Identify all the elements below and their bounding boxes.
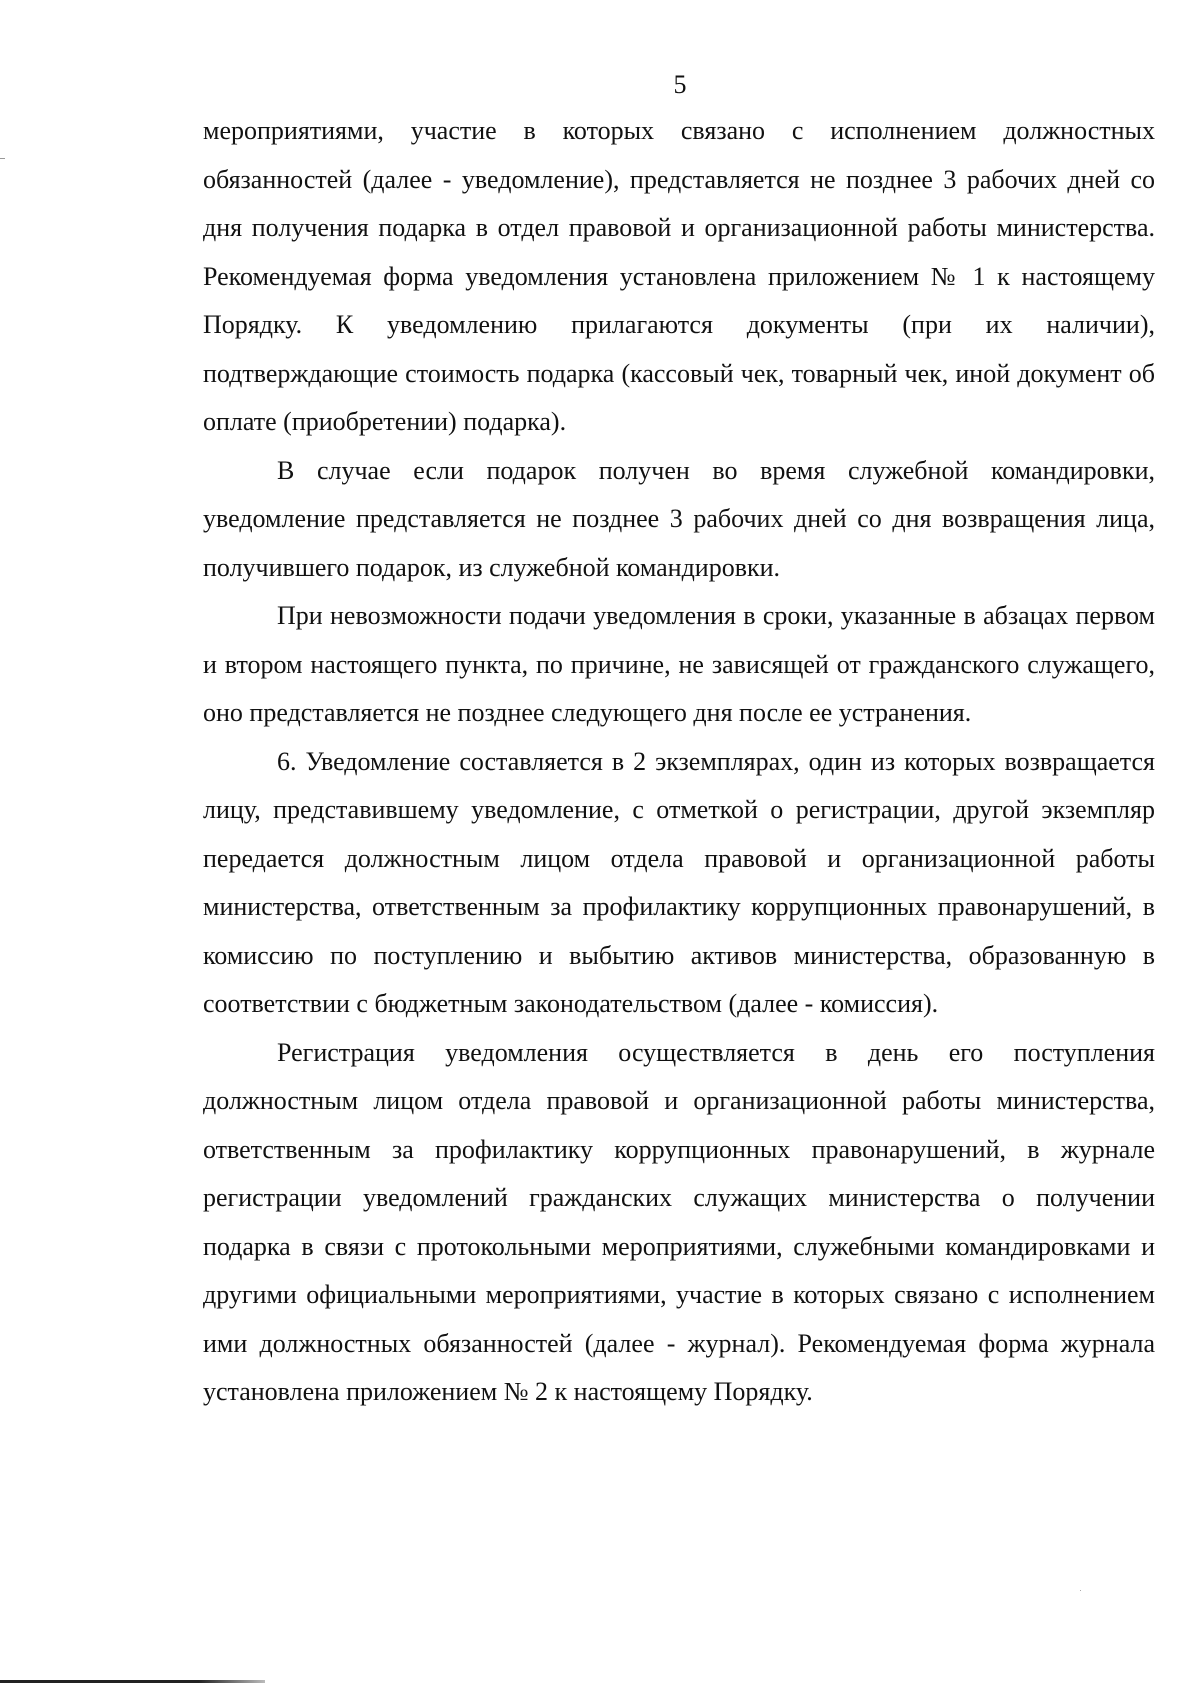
scan-artifact-mark [0, 158, 5, 159]
scan-artifact-bottom-line [0, 1680, 265, 1683]
paragraph-item-6: 6. Уведомление составляется в 2 экземплярах, один из которых возвращается лицу, представившему уведомление, с отметкой о регистрации, другой экземпляр передается должностным лицом отдела правовой и организационной работы министерства, ответственным за профилактику коррупционных правонарушений, в комиссию по поступлению и выбытию активов министерства, образованную в соответствии с бюджетным законодательством (далее - комиссия). [203, 746, 1155, 1018]
page-number: 5 [673, 70, 687, 99]
paragraph-registration: Регистрация уведомления осуществляется в день его поступления должностным лицом отдела правовой и организационной работы министерства, ответственным за профилактику коррупционных правонарушений, в журнале регистрации уведомлений гражданских служащих министерства о получении подарка в связи с протокольными мероприятиями, служебными командировками и другими официальными мероприятиями, участие в которых связано с исполнением ими должностных обязанностей (далее - журнал). Рекомендуемая форма журнала установлена приложением № 2 к настоящему Порядку. [203, 1037, 1155, 1406]
document-body [203, 107, 1155, 1417]
scan-artifact-dot [1080, 1590, 1081, 1591]
paragraph-business-trip: В случае если подарок получен во время служебной командировки, уведомление представляется не позднее 3 рабочих дней со дня возвращения лица, получившего подарок, из служебной командировки. [203, 455, 1155, 582]
paragraph-continuation: мероприятиями, участие в которых связано с исполнением должностных обязанностей (далее - уведомление), представляется не позднее 3 рабочих дней со дня получения подарка в отдел правовой и организационной работы министерства. Рекомендуемая форма уведомления установлена приложением № 1 к настоящему Порядку. К уведомлению прилагаются документы (при их наличии), подтверждающие стоимость подарка (кассовый чек, товарный чек, иной документ об оплате (приобретении) подарка). [203, 116, 1155, 436]
paragraph-impossibility: При невозможности подачи уведомления в сроки, указанные в абзацах первом и втором настоящего пункта, по причине, не зависящей от гражданского служащего, оно представляется не позднее следующего дня после ее устранения. [203, 601, 1155, 727]
